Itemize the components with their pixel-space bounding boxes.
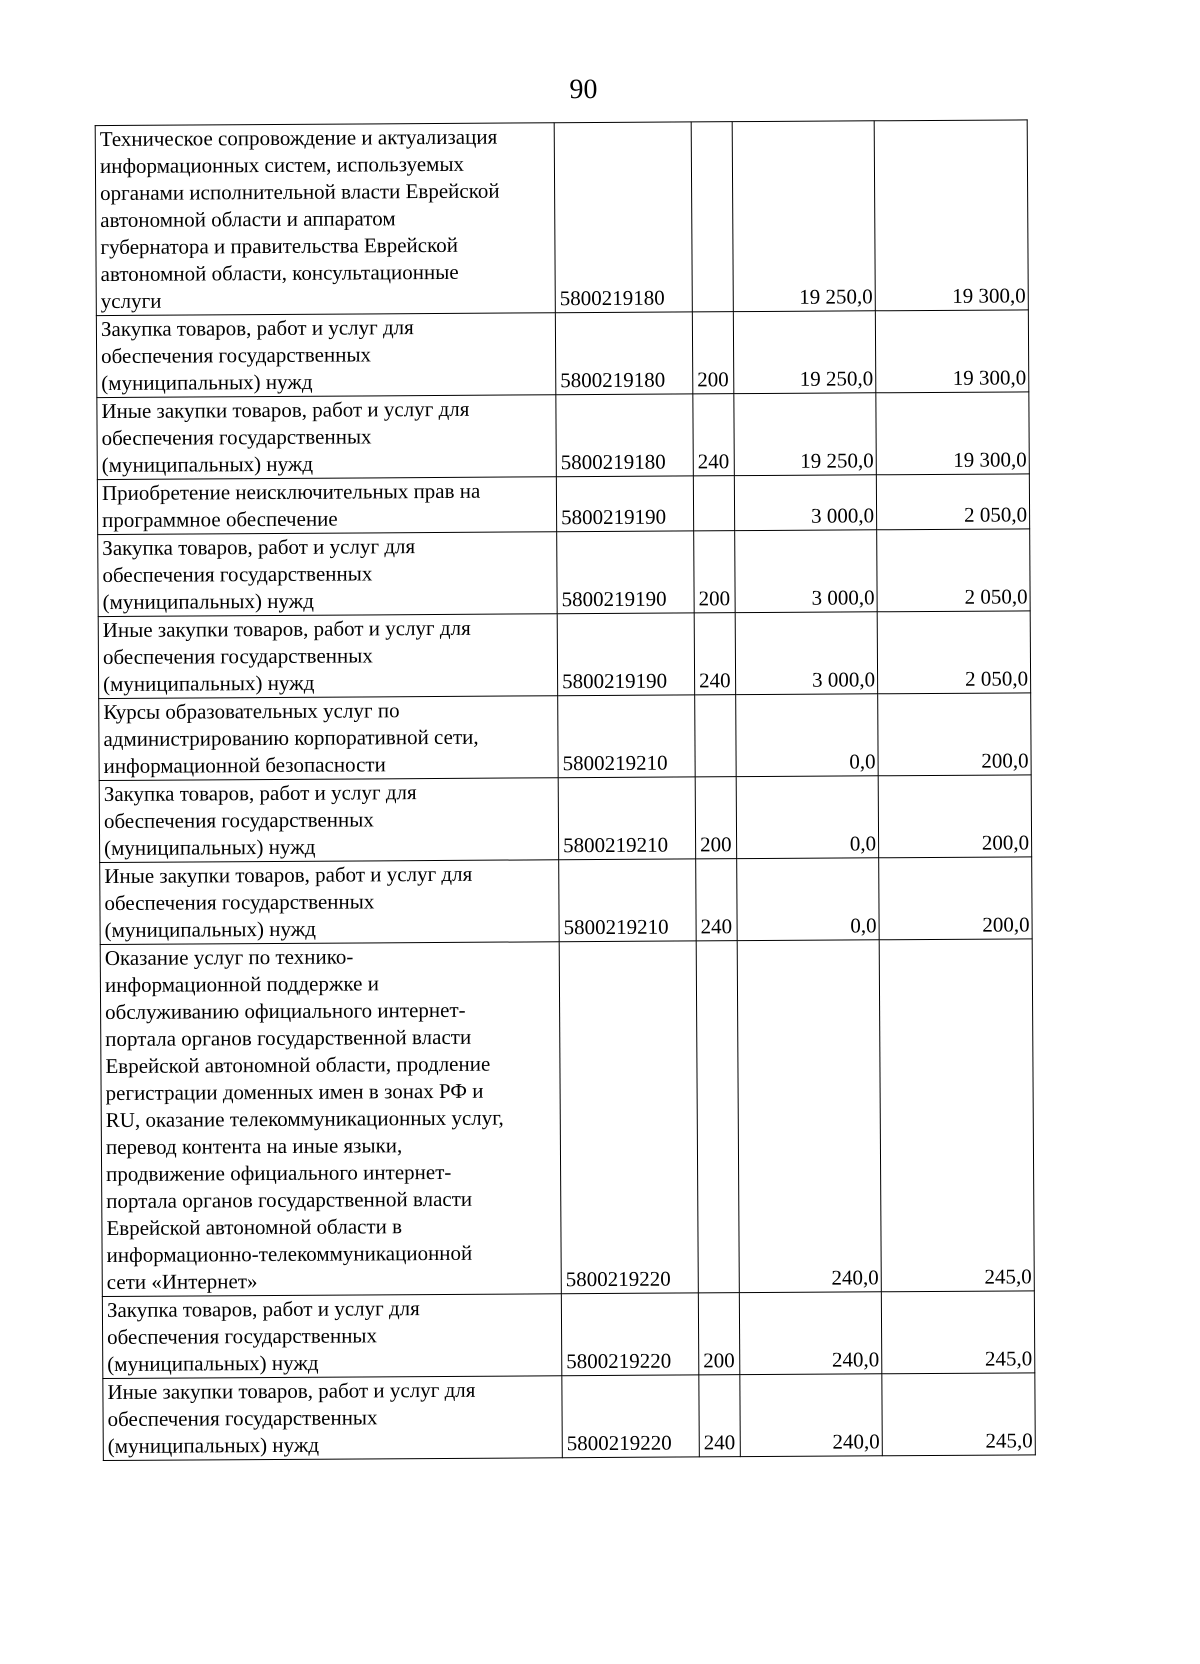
table-row: [98, 529, 1030, 617]
row-name-line: Закупка товаров, работ и услуг для: [106, 1296, 420, 1323]
table-row: [103, 1373, 1035, 1461]
row-name-line: обеспечения государственных: [107, 1323, 378, 1350]
row-name-line: (муниципальных) нужд: [107, 1350, 319, 1377]
page-number: 90: [569, 74, 598, 106]
row-amount-year2-cell: 200,0: [879, 857, 1032, 940]
row-name-line: (муниципальных) нужд: [104, 834, 316, 861]
row-name-line: автономной области, консультационные: [100, 259, 459, 287]
row-name-line: Закупка товаров, работ и услуг для: [100, 315, 414, 342]
row-name-line: обеспечения государственных: [101, 424, 372, 451]
row-name-cell: [98, 532, 557, 617]
row-amount-year1-cell: 19 250,0: [734, 393, 876, 476]
row-name-cell: [103, 1376, 562, 1461]
table-row: [97, 392, 1029, 480]
row-code-cell: 5800219220: [561, 1293, 698, 1376]
row-amount-year1-cell: 240,0: [737, 940, 881, 1293]
row-amount-year2-cell: 19 300,0: [876, 392, 1029, 475]
row-expense-type-cell: 200: [694, 531, 736, 613]
row-name-line: Иные закупки товаров, работ и услуг для: [101, 396, 470, 424]
row-name-line: перевод контента на иные языки,: [105, 1133, 403, 1160]
row-amount-year2-cell: 19 300,0: [874, 120, 1028, 311]
row-name-line: Еврейской автономной области в: [106, 1214, 403, 1241]
row-name-line: (муниципальных) нужд: [101, 451, 314, 478]
row-amount-year2-cell: 200,0: [878, 775, 1031, 858]
row-name-line: обеспечения государственных: [107, 1405, 378, 1432]
row-amount-year1-cell: 3 000,0: [735, 530, 877, 613]
row-amount-year2-cell: 245,0: [882, 1373, 1035, 1456]
row-name-line: обеспечения государственных: [102, 643, 373, 670]
table-row: [97, 474, 1029, 535]
row-name-cell: [100, 942, 561, 1297]
row-code-cell: 5800219210: [559, 859, 696, 942]
budget-table: [95, 119, 1036, 1461]
row-code-cell: 5800219190: [557, 613, 694, 696]
row-name-cell: [97, 477, 556, 535]
row-amount-year1-cell: 19 250,0: [733, 311, 875, 394]
row-amount-year2-cell: 245,0: [881, 1291, 1034, 1374]
table-row: [102, 1291, 1034, 1379]
row-code-cell: 5800219180: [555, 312, 692, 395]
row-code-cell: 5800219180: [554, 122, 692, 313]
row-amount-year1-cell: 0,0: [736, 776, 878, 859]
row-expense-type-cell: [693, 476, 734, 531]
row-amount-year2-cell: 245,0: [879, 939, 1034, 1292]
row-name-line: продвижение официального интернет-: [106, 1159, 452, 1187]
row-name-line: Оказание услуг по технико-: [104, 944, 354, 971]
row-code-cell: 5800219220: [559, 941, 698, 1294]
row-name-line: обеспечения государственных: [104, 889, 375, 916]
row-expense-type-cell: [691, 122, 733, 312]
table-row: [98, 611, 1030, 699]
row-amount-year1-cell: 19 250,0: [732, 121, 875, 312]
row-amount-year2-cell: 2 050,0: [877, 611, 1030, 694]
row-code-cell: 5800219220: [562, 1375, 699, 1458]
row-name-line: администрированию корпоративной сети,: [103, 724, 479, 752]
row-amount-year1-cell: 240,0: [739, 1292, 881, 1375]
row-code-cell: 5800219190: [557, 531, 694, 614]
row-name-line: губернатора и правительства Еврейской: [100, 232, 459, 260]
row-amount-year1-cell: 240,0: [740, 1374, 882, 1457]
row-name-cell: [95, 123, 555, 316]
row-name-line: обслуживанию официального интернет-: [105, 997, 466, 1025]
table-row: [99, 775, 1031, 863]
row-amount-year1-cell: 3 000,0: [734, 475, 876, 531]
table-row: [95, 120, 1028, 316]
row-expense-type-cell: 240: [699, 1375, 741, 1457]
row-name-line: (муниципальных) нужд: [104, 916, 316, 943]
row-name-line: обеспечения государственных: [103, 807, 374, 834]
table-row: [100, 857, 1032, 945]
row-name-line: Закупка товаров, работ и услуг для: [102, 534, 416, 561]
row-amount-year1-cell: 3 000,0: [735, 612, 877, 695]
row-name-cell: [98, 614, 557, 699]
row-name-line: информационно-телекоммуникационной: [106, 1240, 473, 1268]
row-name-cell: [97, 395, 556, 480]
row-name-line: органами исполнительной власти Еврейской: [100, 178, 500, 206]
row-expense-type-cell: [696, 941, 739, 1293]
table-row: [99, 693, 1031, 781]
row-name-line: (муниципальных) нужд: [101, 369, 313, 396]
row-name-line: информационных систем, используемых: [99, 151, 465, 179]
row-name-line: (муниципальных) нужд: [107, 1432, 320, 1459]
row-amount-year2-cell: 2 050,0: [877, 529, 1030, 612]
row-amount-year2-cell: 200,0: [878, 693, 1031, 776]
row-expense-type-cell: 200: [692, 312, 734, 394]
row-expense-type-cell: 200: [695, 777, 737, 859]
row-name-line: Закупка товаров, работ и услуг для: [103, 780, 417, 807]
budget-table-body: [95, 120, 1035, 1461]
row-name-line: Курсы образовательных услуг по: [103, 698, 400, 725]
row-name-line: программное обеспечение: [102, 506, 338, 533]
row-name-line: обеспечения государственных: [102, 561, 373, 588]
row-name-cell: [96, 313, 555, 398]
row-name-cell: [99, 696, 558, 781]
row-name-line: Иные закупки товаров, работ и услуг для: [107, 1377, 476, 1405]
row-amount-year2-cell: 19 300,0: [875, 310, 1028, 393]
row-name-cell: [100, 860, 559, 945]
row-expense-type-cell: 240: [696, 859, 738, 941]
row-name-line: Техническое сопровождение и актуализация: [99, 124, 498, 152]
row-name-line: портала органов государственной власти: [105, 1024, 472, 1052]
row-code-cell: 5800219180: [556, 394, 693, 477]
row-name-cell: [99, 778, 558, 863]
row-expense-type-cell: [695, 695, 737, 777]
row-name-cell: [102, 1294, 561, 1379]
row-amount-year2-cell: 2 050,0: [876, 474, 1029, 530]
row-name-line: информационной безопасности: [103, 752, 386, 779]
row-code-cell: 5800219190: [556, 476, 693, 532]
row-name-line: Приобретение неисключительных прав на: [101, 478, 481, 506]
row-expense-type-cell: 240: [693, 394, 735, 476]
row-name-line: Иные закупки товаров, работ и услуг для: [104, 861, 473, 889]
row-name-line: сети «Интернет»: [106, 1269, 258, 1295]
row-name-line: Еврейской автономной области, продление: [105, 1051, 491, 1079]
row-expense-type-cell: 200: [698, 1293, 740, 1375]
table-row: [96, 310, 1028, 398]
row-amount-year1-cell: 0,0: [736, 694, 878, 777]
row-amount-year1-cell: 0,0: [737, 858, 879, 941]
row-name-line: RU, оказание телекоммуникационных услуг,: [105, 1105, 504, 1133]
row-name-line: (муниципальных) нужд: [103, 670, 315, 697]
row-name-line: информационной поддержке и: [104, 971, 380, 998]
row-name-line: (муниципальных) нужд: [102, 588, 314, 615]
row-name-line: автономной области и аппаратом: [100, 206, 396, 233]
row-name-line: регистрации доменных имен в зонах РФ и: [105, 1078, 484, 1106]
row-code-cell: 5800219210: [558, 695, 695, 778]
row-code-cell: 5800219210: [558, 777, 695, 860]
row-name-line: Иные закупки товаров, работ и услуг для: [102, 615, 471, 643]
row-name-line: обеспечения государственных: [101, 342, 372, 369]
row-name-line: портала органов государственной власти: [106, 1186, 473, 1214]
row-expense-type-cell: 240: [694, 613, 736, 695]
row-name-line: услуги: [100, 288, 162, 314]
table-row: [100, 939, 1034, 1297]
